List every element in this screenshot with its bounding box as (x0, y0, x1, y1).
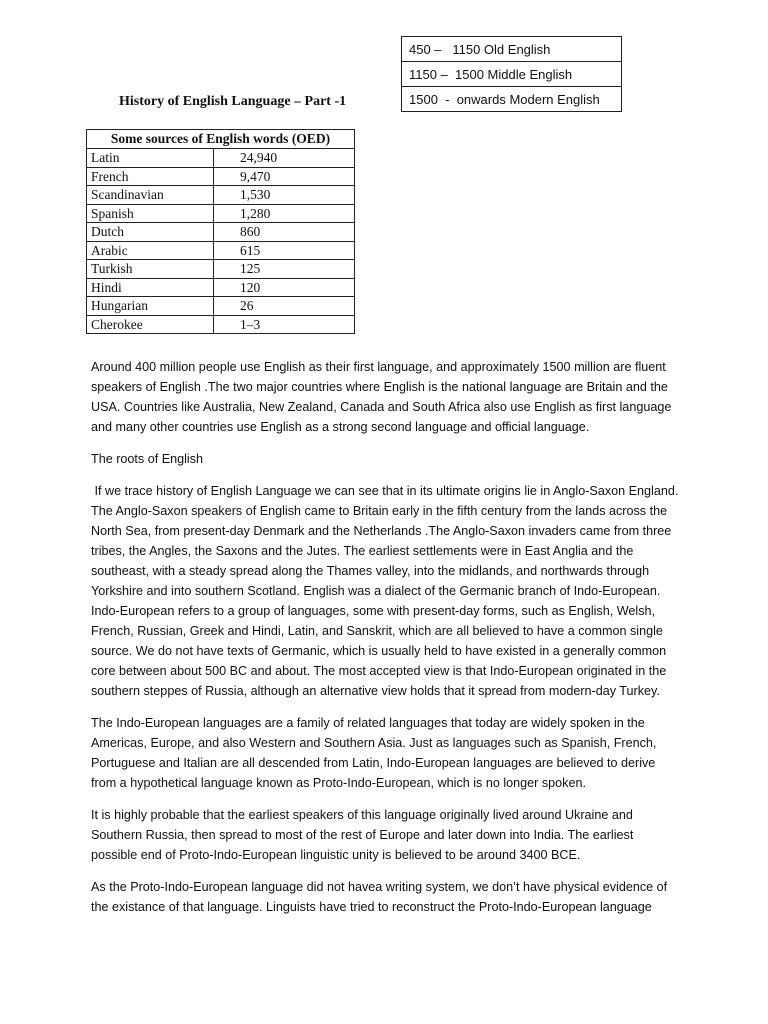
page-title: History of English Language – Part -1 (119, 94, 347, 109)
language-cell: Latin (87, 149, 214, 168)
count-cell: 1,530 (214, 186, 355, 205)
sources-table (86, 129, 355, 334)
language-cell: Turkish (87, 260, 214, 279)
periods-table (401, 36, 622, 112)
period-row (402, 62, 622, 87)
language-cell: Dutch (87, 223, 214, 242)
period-row (402, 37, 622, 62)
table-row (87, 278, 355, 297)
count-cell: 9,470 (214, 167, 355, 186)
article-body (91, 357, 681, 929)
sources-header: Some sources of English words (OED) (87, 130, 355, 149)
indo-european-paragraph: The Indo-European languages are a family of related languages that today are widely spoken in the Americas, Europe, and also Western and Southern Asia. Just as languages such as Spanish, French, Portuguese and Italian are all descended from Latin, Indo-European languages are believed to derive from a hypothetical language known as Proto-Indo-European, which is no longer spoken. (91, 716, 657, 790)
period-row (402, 87, 622, 112)
count-cell: 615 (214, 241, 355, 260)
roots-paragraph: If we trace history of English Language we can see that in its ultimate origins lie in Anglo-Saxon England. The Anglo-Saxon speakers of English came to Britain early in the fifth century from the lands across the North Sea, from present-day Denmark and the Netherlands .The Anglo-Saxon invaders came from three tribes, the Angles, the Saxons and the Jutes. The earliest settlements were in East Anglia and the southeast, with a steady spread along the Thames valley, into the midlands, and northwards through Yorkshire and into southern Scotland. English was a dialect of the Germanic branch of Indo-European. Indo-European refers to a group of languages, some with present-day forms, such as English, Welsh, French, Russian, Greek and Hindi, Latin, and Sanskrit, which are all believed to have a common single source. We do not have texts of Germanic, which is usually held to have existed in a generally common core between about 500 BC and about. The most accepted view is that Indo-European originated in the southern steppes of Russia, although an alternative view holds that it spread from modern-day Turkey. (91, 484, 682, 698)
speakers-paragraph: It is highly probable that the earliest speakers of this language originally lived around Ukraine and Southern Russia, then spread to most of the rest of Europe and later down into India. The earliest possible end of Proto-Indo-European linguistic unity is believed to be around 3400 BCE. (91, 808, 634, 862)
intro-paragraph: Around 400 million people use English as their first language, and approximately 1500 million are fluent speakers of English .The two major countries where English is the national language are Britain and the USA. Countries like Australia, New Zealand, Canada and South Africa also use English as first language and many other countries use English as a strong second language and official language. (91, 360, 672, 434)
language-cell: Scandinavian (87, 186, 214, 205)
count-cell: 860 (214, 223, 355, 242)
count-cell: 1,280 (214, 204, 355, 223)
count-cell: 120 (214, 278, 355, 297)
language-cell: French (87, 167, 214, 186)
sources-header-row (87, 130, 355, 149)
table-row (87, 204, 355, 223)
table-row (87, 241, 355, 260)
section-heading-roots: The roots of English (91, 452, 204, 466)
period-middle-english: 1150 – 1500 Middle English (402, 62, 622, 87)
language-cell: Hungarian (87, 297, 214, 316)
table-row (87, 223, 355, 242)
period-modern-english: 1500 - onwards Modern English (402, 87, 622, 112)
table-row (87, 167, 355, 186)
language-cell: Hindi (87, 278, 214, 297)
table-row (87, 260, 355, 279)
count-cell: 125 (214, 260, 355, 279)
table-row (87, 315, 355, 334)
table-row (87, 186, 355, 205)
table-row (87, 149, 355, 168)
count-cell: 26 (214, 297, 355, 316)
language-cell: Arabic (87, 241, 214, 260)
count-cell: 1–3 (214, 315, 355, 334)
language-cell: Spanish (87, 204, 214, 223)
language-cell: Cherokee (87, 315, 214, 334)
period-old-english: 450 – 1150 Old English (402, 37, 622, 62)
table-row (87, 297, 355, 316)
count-cell: 24,940 (214, 149, 355, 168)
writing-paragraph: As the Proto-Indo-European language did not havea writing system, we don’t have physical evidence of the existance of that language. Linguists have tried to reconstruct the Proto-Indo-European language (91, 880, 668, 914)
